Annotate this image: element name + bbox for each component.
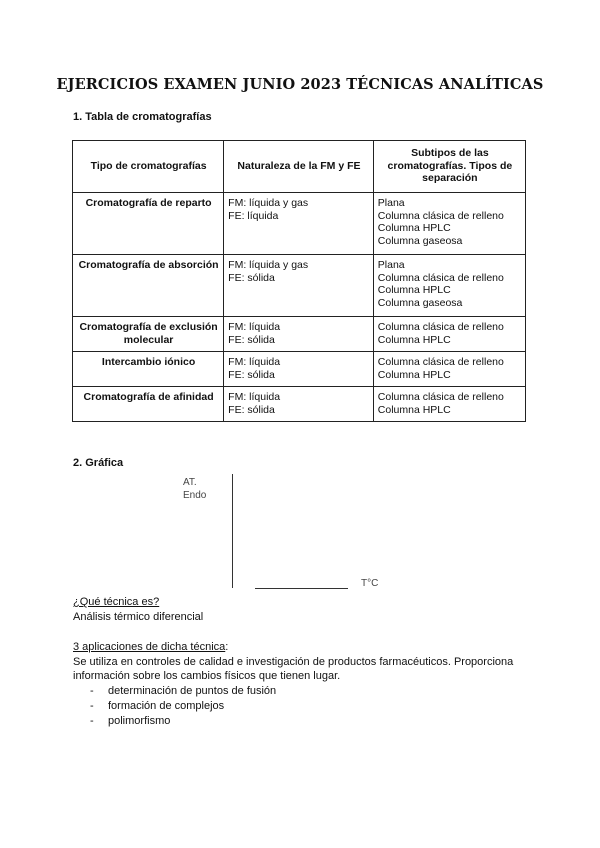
list-item — [73, 714, 276, 729]
cell-type: Cromatografía de afinidad — [73, 387, 224, 422]
cell-subtypes: Columna clásica de relleno Columna HPLC — [373, 387, 525, 422]
question: ¿Qué técnica es? — [73, 596, 160, 608]
bullet-dash: - — [90, 685, 94, 697]
document-title: EJERCICIOS EXAMEN JUNIO 2023 TÉCNICAS ANALÍTICAS — [56, 76, 544, 93]
chromatography-table — [72, 140, 526, 422]
bullet-dash: - — [90, 700, 94, 712]
y-axis-label-at: AT. — [183, 477, 197, 488]
table-row — [73, 255, 526, 317]
cell-type: Cromatografía de reparto — [73, 193, 224, 255]
cell-subtypes: Plana Columna clásica de relleno Columna HPLC Columna gaseosa — [373, 255, 525, 317]
x-axis-label: T°C — [361, 578, 379, 589]
applications-text-line-1: Se utiliza en controles de calidad e investigación de productos farmacéuticos. Proporciona — [73, 656, 514, 668]
applications-heading-text: 3 aplicaciones de dicha técnica — [73, 641, 226, 653]
list-item-text: formación de complejos — [108, 700, 225, 712]
table-row — [73, 387, 526, 422]
cell-nature: FM: líquida FE: sólida — [224, 352, 374, 387]
cell-type: Cromatografía de exclusión molecular — [73, 317, 224, 352]
cell-type: Intercambio iónico — [73, 352, 224, 387]
section-2-heading: 2. Gráfica — [73, 457, 124, 469]
list-item-text: determinación de puntos de fusión — [108, 685, 277, 697]
list-item-text: polimorfismo — [108, 715, 171, 727]
cell-subtypes: Plana Columna clásica de relleno Columna HPLC Columna gaseosa — [373, 193, 525, 255]
bullet-dash: - — [90, 715, 94, 727]
cell-subtypes: Columna clásica de relleno Columna HPLC — [373, 352, 525, 387]
cell-type: Cromatografía de absorción — [73, 255, 224, 317]
header-nature: Naturaleza de la FM y FE — [224, 141, 374, 193]
header-type: Tipo de cromatografías — [73, 141, 224, 193]
cell-nature: FM: líquida FE: sólida — [224, 317, 374, 352]
x-axis-line — [255, 588, 348, 589]
applications-text-line-2: información sobre los cambios físicos que tienen lugar. — [73, 670, 341, 682]
applications-heading — [73, 641, 228, 653]
cell-nature: FM: líquida FE: sólida — [224, 387, 374, 422]
table-row — [73, 352, 526, 387]
list-item — [73, 699, 276, 714]
table-row — [73, 317, 526, 352]
list-item — [73, 684, 276, 699]
cell-subtypes: Columna clásica de relleno Columna HPLC — [373, 317, 525, 352]
applications-list — [73, 684, 276, 729]
section-1-heading: 1. Tabla de cromatografías — [73, 111, 212, 123]
header-subtypes: Subtipos de las cromatografías. Tipos de separación — [373, 141, 525, 193]
table-header-row — [73, 141, 526, 193]
y-axis-line — [232, 474, 233, 588]
cell-nature: FM: líquida y gas FE: sólida — [224, 255, 374, 317]
answer: Análisis térmico diferencial — [73, 611, 204, 623]
cell-nature: FM: líquida y gas FE: líquida — [224, 193, 374, 255]
table-row — [73, 193, 526, 255]
y-axis-label-endo: Endo — [183, 490, 207, 501]
applications-heading-colon: : — [225, 641, 229, 653]
